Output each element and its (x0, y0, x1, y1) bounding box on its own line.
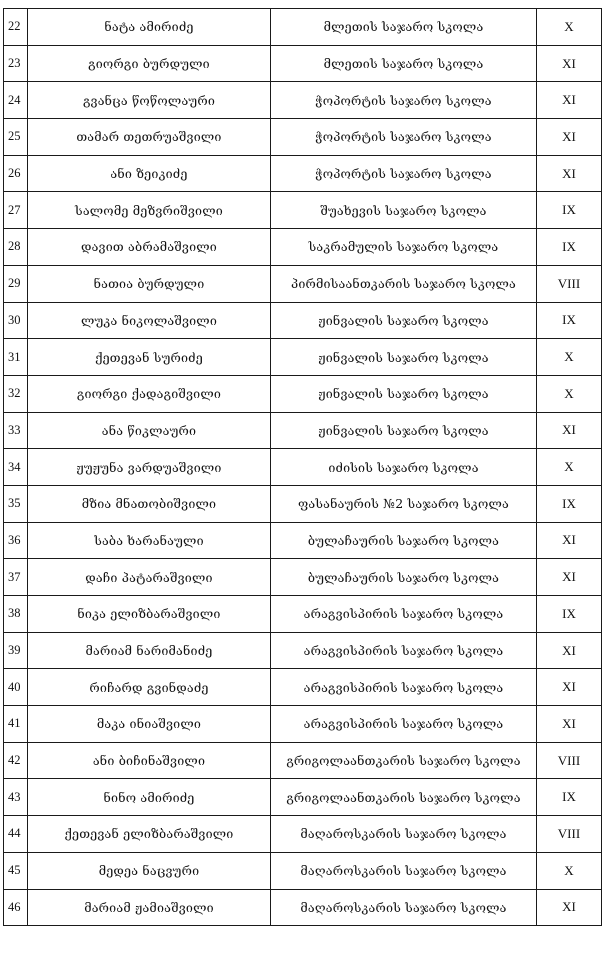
row-number-cell: 39 (4, 632, 28, 669)
row-number-cell: 23 (4, 45, 28, 82)
row-number-cell: 38 (4, 596, 28, 633)
school-name-cell: მლეთის საჯარო სკოლა (271, 9, 537, 46)
row-number-cell: 25 (4, 119, 28, 156)
table-row (4, 412, 602, 449)
school-name-cell: ფასანაურის №2 საჯარო სკოლა (271, 485, 537, 522)
school-name-cell: შუახევის საჯარო სკოლა (271, 192, 537, 229)
row-number-cell: 36 (4, 522, 28, 559)
row-number-cell: 32 (4, 375, 28, 412)
table-row (4, 485, 602, 522)
table-row (4, 522, 602, 559)
grade-cell: XI (537, 412, 602, 449)
student-name-cell: მარიამ ჟამიაშვილი (28, 889, 271, 926)
school-name-cell: იძისის საჯარო სკოლა (271, 449, 537, 486)
row-number-cell: 26 (4, 155, 28, 192)
row-number-cell: 37 (4, 559, 28, 596)
student-name-cell: მედეა ნაცვური (28, 852, 271, 889)
row-number-cell: 24 (4, 82, 28, 119)
student-name-cell: ქეთევან ელიზბარაშვილი (28, 816, 271, 853)
grade-cell: XI (537, 522, 602, 559)
student-name-cell: ქეთევან სურიძე (28, 339, 271, 376)
student-name-cell: ჟუჟუნა ვარდუაშვილი (28, 449, 271, 486)
grade-cell: IX (537, 779, 602, 816)
row-number-cell: 28 (4, 229, 28, 266)
grade-cell: XI (537, 632, 602, 669)
participants-table (3, 8, 602, 926)
student-name-cell: ნათია ბურდული (28, 265, 271, 302)
table-row (4, 449, 602, 486)
table-row (4, 119, 602, 156)
grade-cell: X (537, 339, 602, 376)
table-row (4, 779, 602, 816)
row-number-cell: 31 (4, 339, 28, 376)
table-row (4, 302, 602, 339)
row-number-cell: 22 (4, 9, 28, 46)
row-number-cell: 40 (4, 669, 28, 706)
school-name-cell: არაგვისპირის საჯარო სკოლა (271, 632, 537, 669)
student-name-cell: სალომე მეზვრიშვილი (28, 192, 271, 229)
student-name-cell: ნინო ამირიძე (28, 779, 271, 816)
school-name-cell: ჭოპორტის საჯარო სკოლა (271, 119, 537, 156)
table-row (4, 596, 602, 633)
row-number-cell: 35 (4, 485, 28, 522)
school-name-cell: არაგვისპირის საჯარო სკოლა (271, 669, 537, 706)
student-name-cell: მზია მნათობიშვილი (28, 485, 271, 522)
student-name-cell: მაკა ინიაშვილი (28, 706, 271, 743)
row-number-cell: 45 (4, 852, 28, 889)
school-name-cell: მლეთის საჯარო სკოლა (271, 45, 537, 82)
student-name-cell: გიორგი ბურდული (28, 45, 271, 82)
school-name-cell: ჭოპორტის საჯარო სკოლა (271, 82, 537, 119)
row-number-cell: 41 (4, 706, 28, 743)
school-name-cell: პირმისაანთკარის საჯარო სკოლა (271, 265, 537, 302)
table-row (4, 852, 602, 889)
grade-cell: XI (537, 119, 602, 156)
student-name-cell: საბა ხარანაული (28, 522, 271, 559)
table-row (4, 229, 602, 266)
grade-cell: VIII (537, 742, 602, 779)
school-name-cell: ბულაჩაურის საჯარო სკოლა (271, 559, 537, 596)
table-row (4, 192, 602, 229)
table-row (4, 339, 602, 376)
table-row (4, 889, 602, 926)
row-number-cell: 29 (4, 265, 28, 302)
grade-cell: VIII (537, 265, 602, 302)
grade-cell: IX (537, 192, 602, 229)
grade-cell: X (537, 852, 602, 889)
grade-cell: X (537, 9, 602, 46)
school-name-cell: მაღაროსკარის საჯარო სკოლა (271, 852, 537, 889)
school-name-cell: არაგვისპირის საჯარო სკოლა (271, 706, 537, 743)
student-name-cell: დაჩი პატარაშვილი (28, 559, 271, 596)
grade-cell: XI (537, 45, 602, 82)
school-name-cell: არაგვისპირის საჯარო სკოლა (271, 596, 537, 633)
grade-cell: X (537, 375, 602, 412)
school-name-cell: გრიგოლაანთკარის საჯარო სკოლა (271, 742, 537, 779)
table-row (4, 155, 602, 192)
row-number-cell: 46 (4, 889, 28, 926)
table-row (4, 742, 602, 779)
student-name-cell: ლუკა ნიკოლაშვილი (28, 302, 271, 339)
student-name-cell: მარიამ ნარიმანიძე (28, 632, 271, 669)
row-number-cell: 43 (4, 779, 28, 816)
student-name-cell: თამარ თეთრუაშვილი (28, 119, 271, 156)
student-name-cell: დავით აბრამაშვილი (28, 229, 271, 266)
school-name-cell: მაღაროსკარის საჯარო სკოლა (271, 889, 537, 926)
student-name-cell: გვანცა წოწოლაური (28, 82, 271, 119)
table-row (4, 82, 602, 119)
grade-cell: VIII (537, 816, 602, 853)
table-row (4, 9, 602, 46)
school-name-cell: გრიგოლაანთკარის საჯარო სკოლა (271, 779, 537, 816)
row-number-cell: 44 (4, 816, 28, 853)
grade-cell: X (537, 449, 602, 486)
table-row (4, 45, 602, 82)
student-name-cell: გიორგი ქადაგიშვილი (28, 375, 271, 412)
school-name-cell: ჟინვალის საჯარო სკოლა (271, 412, 537, 449)
row-number-cell: 27 (4, 192, 28, 229)
grade-cell: XI (537, 706, 602, 743)
table-body (4, 9, 602, 926)
grade-cell: XI (537, 559, 602, 596)
grade-cell: IX (537, 302, 602, 339)
row-number-cell: 34 (4, 449, 28, 486)
table-row (4, 816, 602, 853)
table-row (4, 632, 602, 669)
student-name-cell: ანა წიკლაური (28, 412, 271, 449)
school-name-cell: ჭოპორტის საჯარო სკოლა (271, 155, 537, 192)
school-name-cell: ჟინვალის საჯარო სკოლა (271, 375, 537, 412)
table-row (4, 669, 602, 706)
student-name-cell: ნატა ამირიძე (28, 9, 271, 46)
row-number-cell: 42 (4, 742, 28, 779)
table-row (4, 375, 602, 412)
school-name-cell: მაღაროსკარის საჯარო სკოლა (271, 816, 537, 853)
school-name-cell: ბულაჩაურის საჯარო სკოლა (271, 522, 537, 559)
grade-cell: IX (537, 229, 602, 266)
student-name-cell: რიჩარდ გვინდაძე (28, 669, 271, 706)
row-number-cell: 33 (4, 412, 28, 449)
school-name-cell: ჟინვალის საჯარო სკოლა (271, 339, 537, 376)
table-row (4, 559, 602, 596)
student-name-cell: ანი ბიჩინაშვილი (28, 742, 271, 779)
grade-cell: XI (537, 889, 602, 926)
grade-cell: XI (537, 82, 602, 119)
table-row (4, 706, 602, 743)
grade-cell: IX (537, 485, 602, 522)
grade-cell: XI (537, 155, 602, 192)
grade-cell: IX (537, 596, 602, 633)
student-name-cell: ანი ზეიკიძე (28, 155, 271, 192)
grade-cell: XI (537, 669, 602, 706)
student-name-cell: ნიკა ელიზბარაშვილი (28, 596, 271, 633)
table-row (4, 265, 602, 302)
school-name-cell: საკრამულის საჯარო სკოლა (271, 229, 537, 266)
row-number-cell: 30 (4, 302, 28, 339)
school-name-cell: ჟინვალის საჯარო სკოლა (271, 302, 537, 339)
